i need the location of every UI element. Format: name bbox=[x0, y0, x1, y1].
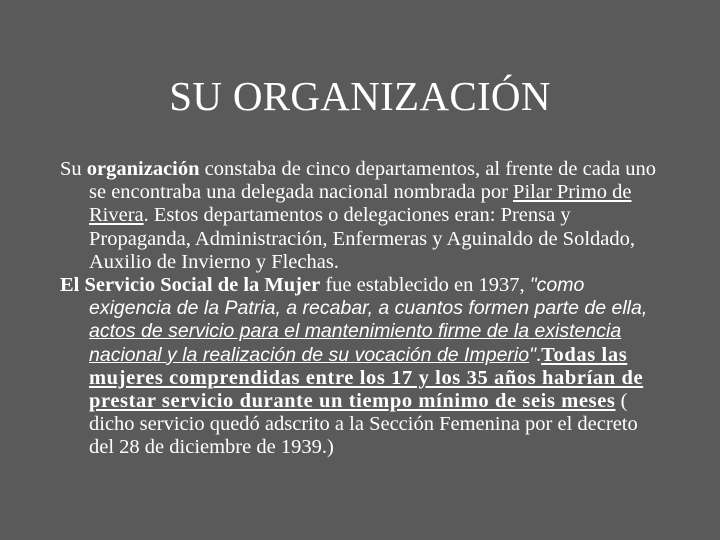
paragraph-servicio-social bbox=[60, 274, 665, 460]
p2-bold-servicio-social: El Servicio Social de la Mujer bbox=[60, 274, 321, 297]
paragraph-organization bbox=[60, 158, 665, 274]
p2-text-2: ( dicho servicio quedó adscrito a la Sección Femenina por el decreto del 28 de diciembre de 1939.) bbox=[89, 390, 638, 459]
link-pilar-primo-de-rivera[interactable]: Pilar Primo de Rivera bbox=[89, 181, 632, 227]
slide-title: SU ORGANIZACIÓN bbox=[169, 73, 551, 119]
p1-text-3: . Estos departamentos o delegaciones eran: Prensa y Propaganda, Administración, Enfermeras y Aguinaldo de Soldado, Auxilio de Invierno y Flechas. bbox=[89, 204, 635, 273]
p1-bold-organizacion: organización bbox=[86, 158, 200, 180]
p2-quote-start: "como exigencia de la Patria, a recabar, a cuantos formen parte de ella, bbox=[89, 274, 648, 320]
p2-period: . bbox=[536, 343, 542, 366]
p2-quote-end: " bbox=[529, 343, 537, 366]
p2-quote-underlined: actos de servicio para el mantenimiento firme de la existencia nacional y la realización de su vocación de Imperio bbox=[89, 320, 622, 366]
p2-text-1: fue establecido en 1937, bbox=[320, 274, 530, 297]
p2-bold-underlined: Todas las mujeres comprendidas entre los 17 y los 35 años habrían de prestar servicio durante un tiempo mínimo de seis meses bbox=[89, 343, 644, 413]
p1-text-1: Su bbox=[60, 158, 87, 180]
slide-body bbox=[60, 158, 665, 460]
p1-text-2: constaba de cinco departamentos, al frente de cada uno se encontraba una delegada nacional nombrada por bbox=[89, 158, 657, 204]
